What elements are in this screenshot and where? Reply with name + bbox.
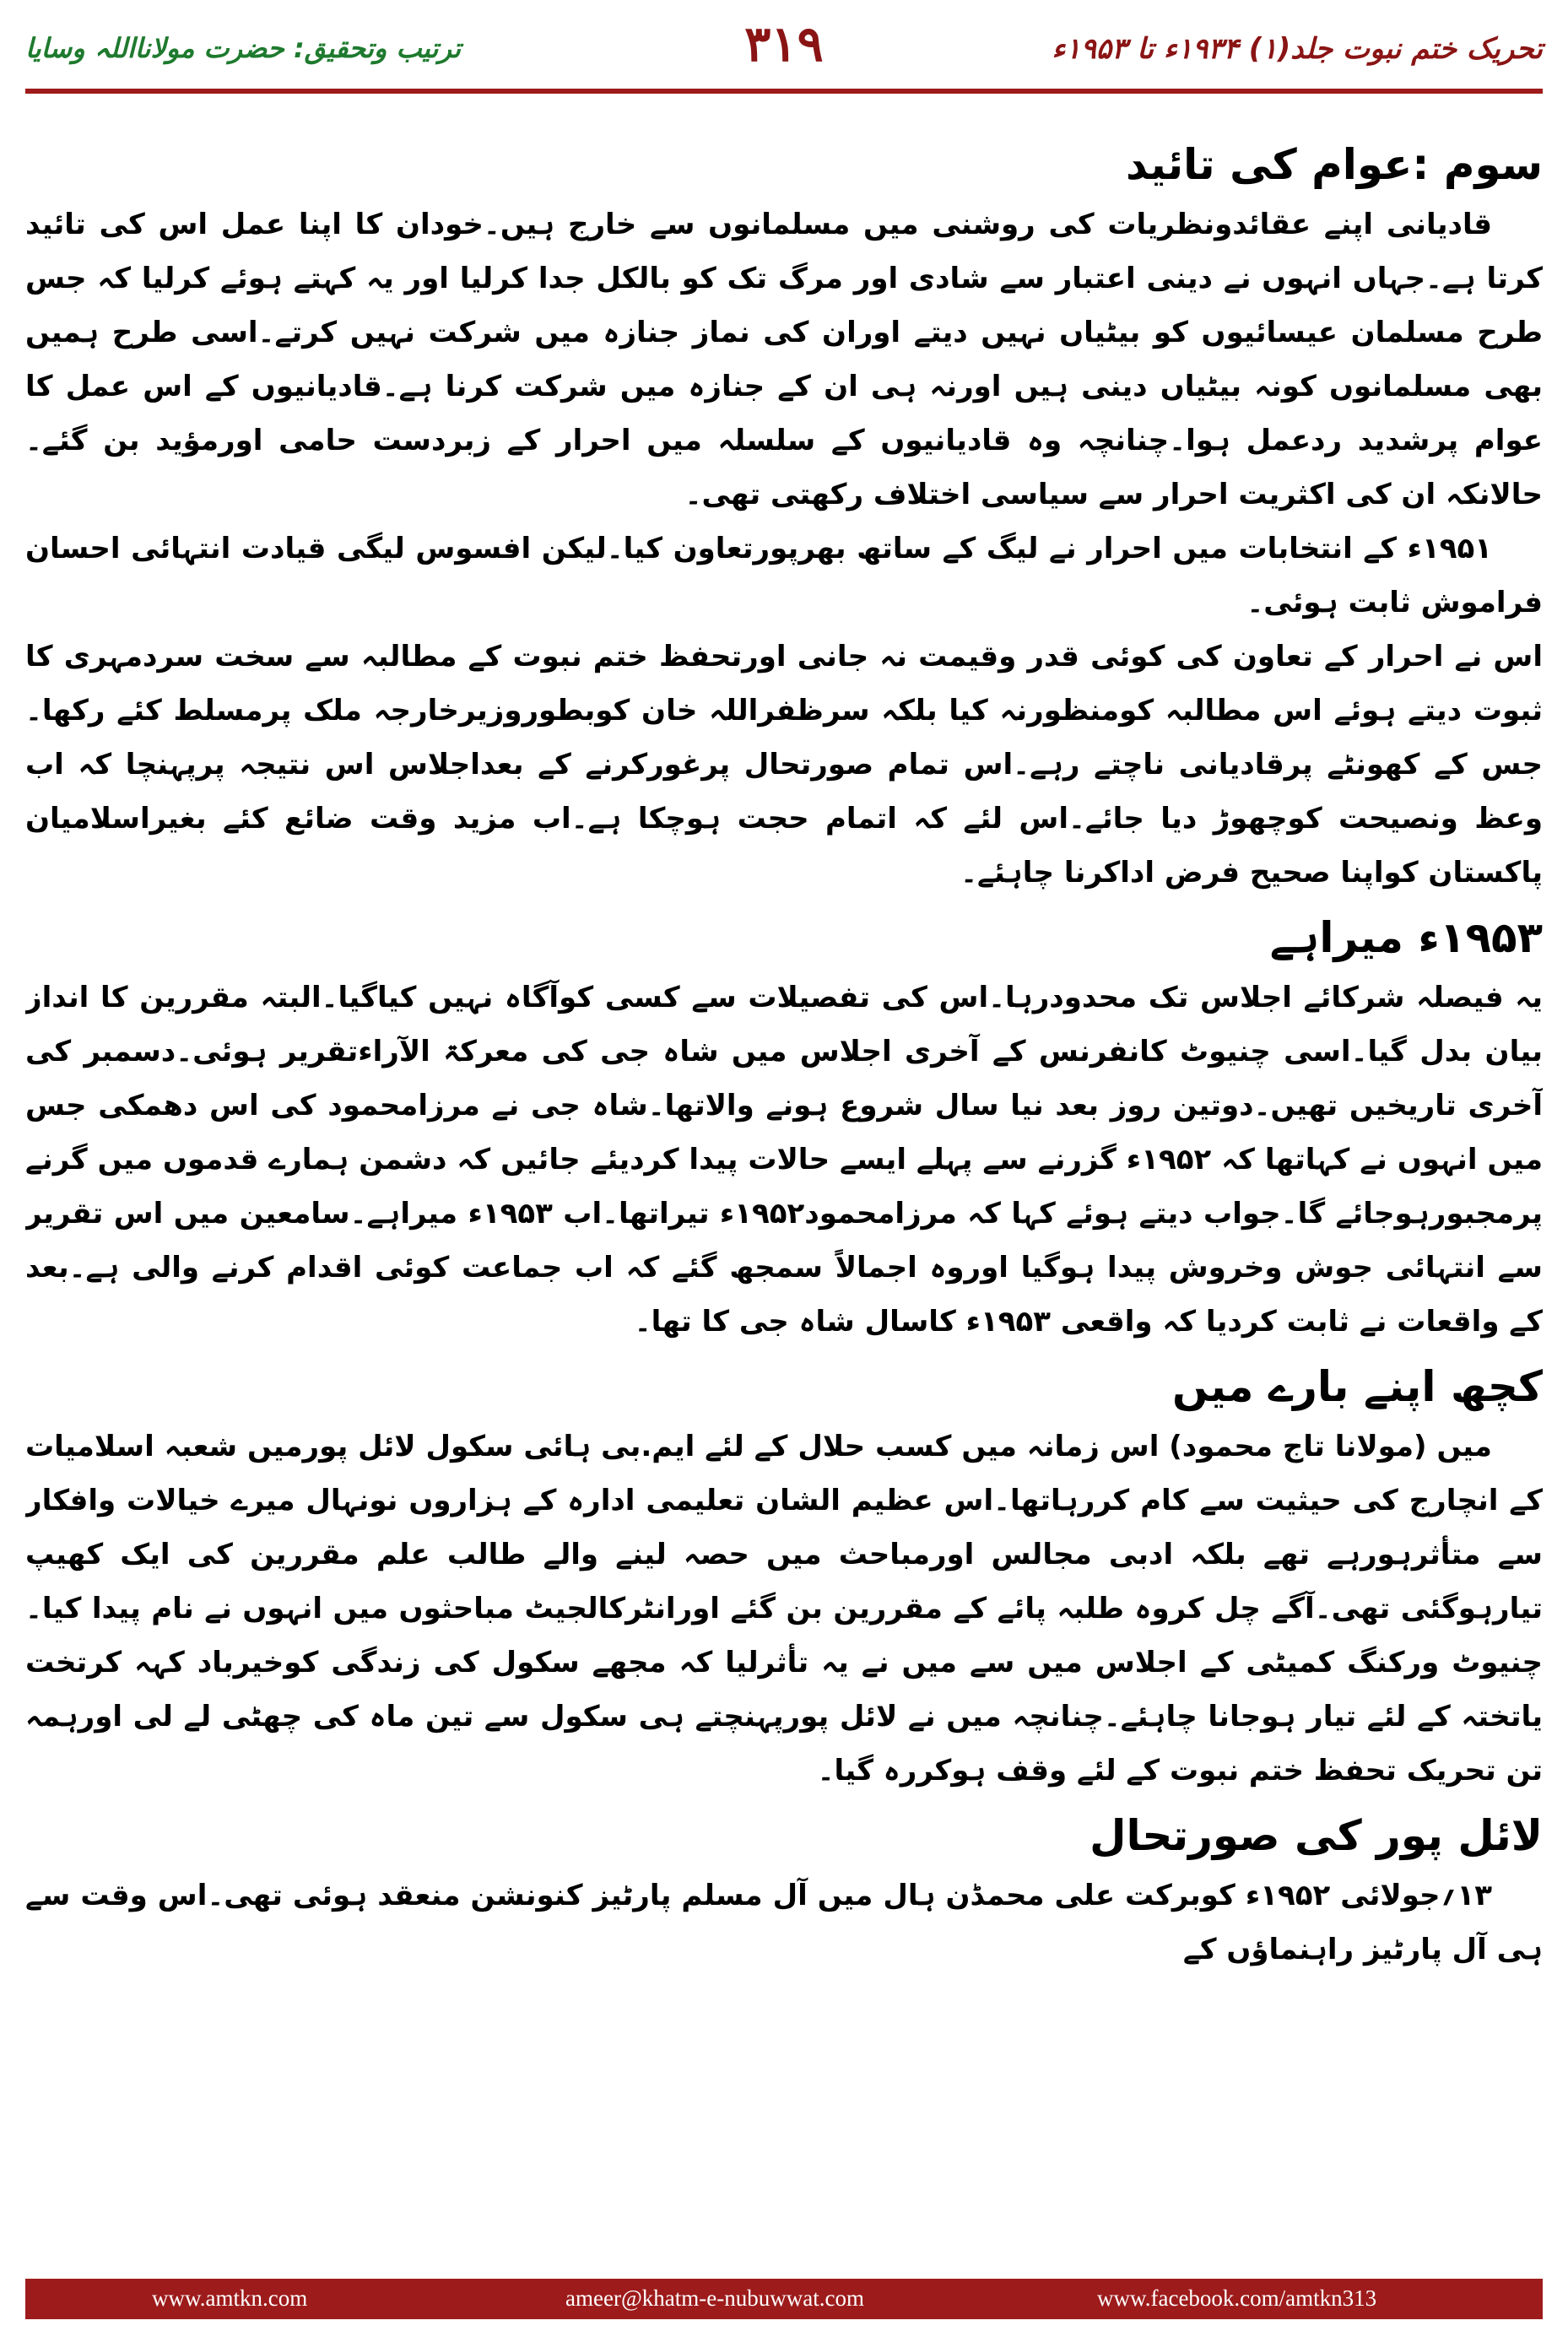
page-header	[0, 0, 1568, 114]
page-footer	[25, 2279, 1543, 2319]
compiler-credit: ترتیب وتحقیق: حضرت مولانااللہ وسایا	[25, 32, 461, 64]
section-heading: سوم :عوام کی تائید	[1126, 140, 1543, 189]
page-number: ۳۱۹	[744, 15, 824, 73]
section-heading: لائل پور کی صورتحال	[1089, 1811, 1543, 1860]
facebook-link[interactable]: www.facebook.com/amtkn313	[1097, 2285, 1377, 2311]
page-body	[25, 127, 1543, 2199]
paragraph: اس نے احرار کے تعاون کی کوئی قدر وقیمت نہ جانی اورتحفظ ختم نبوت کے مطالبہ سے سخت سردمہری کا ثبوت دیتے ہوئے اس مطالبہ کومنظورنہ کیا بلکہ سرظفراللہ خان کوبطوروزیرخارجہ ملک پرمسلط کئے رکھا۔جس کے کھونٹے پرقادیانی ناچتے رہے۔اس تمام صورتحال پرغورکرنے کے بعداجلاس اس نتیجہ پرپہنچا کہ اب وعظ ونصیحت کوچھوڑ دیا جائے۔اس لئے کہ اتمام حجت ہوچکا ہے۔اب مزید وقت ضائع کئے بغیراسلامیان پاکستان کواپنا صحیح فرض اداکرنا چاہئے۔	[25, 640, 1543, 890]
paragraph: قادیانی اپنے عقائدونظریات کی روشنی میں مسلمانوں سے خارج ہیں۔خودان کا اپنا عمل اس کی تائید کرتا ہے۔جہاں انہوں نے دینی اعتبار سے شادی اور مرگ تک کو بالکل جدا کرلیا اور یہ کہتے ہوئے کرلیا کہ جس طرح مسلمان عیسائیوں کو بیٹیاں نہیں دیتے اوران کی نماز جنازہ میں شرکت نہیں کرتے۔اسی طرح ہمیں بھی مسلمانوں کونہ بیٹیاں دینی ہیں اورنہ ہی ان کے جنازہ میں شرکت کرنا ہے۔قادیانیوں کے اس عمل کا عوام پرشدید ردعمل ہوا۔چنانچہ وہ قادیانیوں کے سلسلہ میں احرار کے زبردست حامی اورمؤید بن گئے۔حالانکہ ان کی اکثریت احرار سے سیاسی اختلاف رکھتی تھی۔	[25, 208, 1543, 511]
paragraph: ۱۹۵۱ء کے انتخابات میں احرار نے لیگ کے ساتھ بھرپورتعاون کیا۔لیکن افسوس لیگی قیادت انتہائی احسان فراموش ثابت ہوئی۔	[25, 532, 1543, 619]
section-heading: ۱۹۵۳ء میراہے	[1269, 913, 1543, 962]
section-public-support	[25, 135, 1543, 900]
section-lyallpur-situation	[25, 1806, 1543, 1977]
paragraph: یہ فیصلہ شرکائے اجلاس تک محدودرہا۔اس کی تفصیلات سے کسی کوآگاہ نہیں کیاگیا۔البتہ مقررین کا انداز بیان بدل گیا۔اسی چنیوٹ کانفرنس کے آخری اجلاس میں شاہ جی کی معرکۃ الآراءتقریر ہوئی۔دسمبر کی آخری تاریخیں تھیں۔دوتین روز بعد نیا سال شروع ہونے والاتھا۔شاہ جی نے مرزامحمود کی اس دھمکی جس میں انہوں نے کہاتھا کہ ۱۹۵۲ء گزرنے سے پہلے ایسے حالات پیدا کردیئے جائیں کہ دشمن ہمارے قدموں میں گرنے پرمجبورہوجائے گا۔جواب دیتے ہوئے کہا کہ مرزامحمود۱۹۵۲ء تیراتھا۔اب ۱۹۵۳ء میراہے۔سامعین میں اس تقریر سے انتہائی جوش وخروش پیدا ہوگیا اوروہ اجمالاً سمجھ گئے کہ اب جماعت کوئی اقدام کرنے والی ہے۔بعد کے واقعات نے ثابت کردیا کہ واقعی ۱۹۵۳ء کاسال شاہ جی کا تھا۔	[25, 981, 1543, 1339]
section-heading: کچھ اپنے بارے میں	[1172, 1362, 1543, 1411]
website-link[interactable]: www.amtkn.com	[152, 2285, 308, 2311]
paragraph: میں (مولانا تاج محمود) اس زمانہ میں کسب حلال کے لئے ایم.بی ہائی سکول لائل پورمیں شعبہ اسلامیات کے انچارج کی حیثیت سے کام کررہاتھا۔اس عظیم الشان تعلیمی ادارہ کے ہزاروں نونہال میرے خیالات وافکار سے متأثرہورہے تھے بلکہ ادبی مجالس اورمباحث میں حصہ لینے والے طالب علم مقررین کی ایک کھیپ تیارہوگئی تھی۔آگے چل کروہ طلبہ پائے کے مقررین بن گئے اورانٹرکالجیٹ مباحثوں میں انہوں نے نام پیدا کیا۔چنیوٹ ورکنگ کمیٹی کے اجلاس میں سے میں نے یہ تأثرلیا کہ مجھے سکول کی زندگی کوخیرباد کہہ کرتخت یاتختہ کے لئے تیار ہوجانا چاہئے۔چنانچہ میں نے لائل پورپہنچتے ہی سکول سے تین ماہ کی چھٹی لے لی اورہمہ تن تحریک تحفظ ختم نبوت کے لئے وقف ہوکررہ گیا۔	[25, 1430, 1543, 1788]
book-title: تحریک ختم نبوت جلد(۱) ۱۹۳۴ء تا ۱۹۵۳ء	[1052, 32, 1543, 66]
header-divider	[25, 89, 1543, 94]
section-1953-mine	[25, 908, 1543, 1349]
email-link[interactable]: ameer@khatm-e-nubuwwat.com	[565, 2285, 864, 2311]
section-about-myself	[25, 1357, 1543, 1798]
paragraph: ۱۳؍جولائی ۱۹۵۲ء کوبرکت علی محمڈن ہال میں آل مسلم پارٹیز کنونشن منعقد ہوئی تھی۔اس وقت سے ہی آل پارٹیز راہنماؤں کے	[25, 1879, 1543, 1966]
